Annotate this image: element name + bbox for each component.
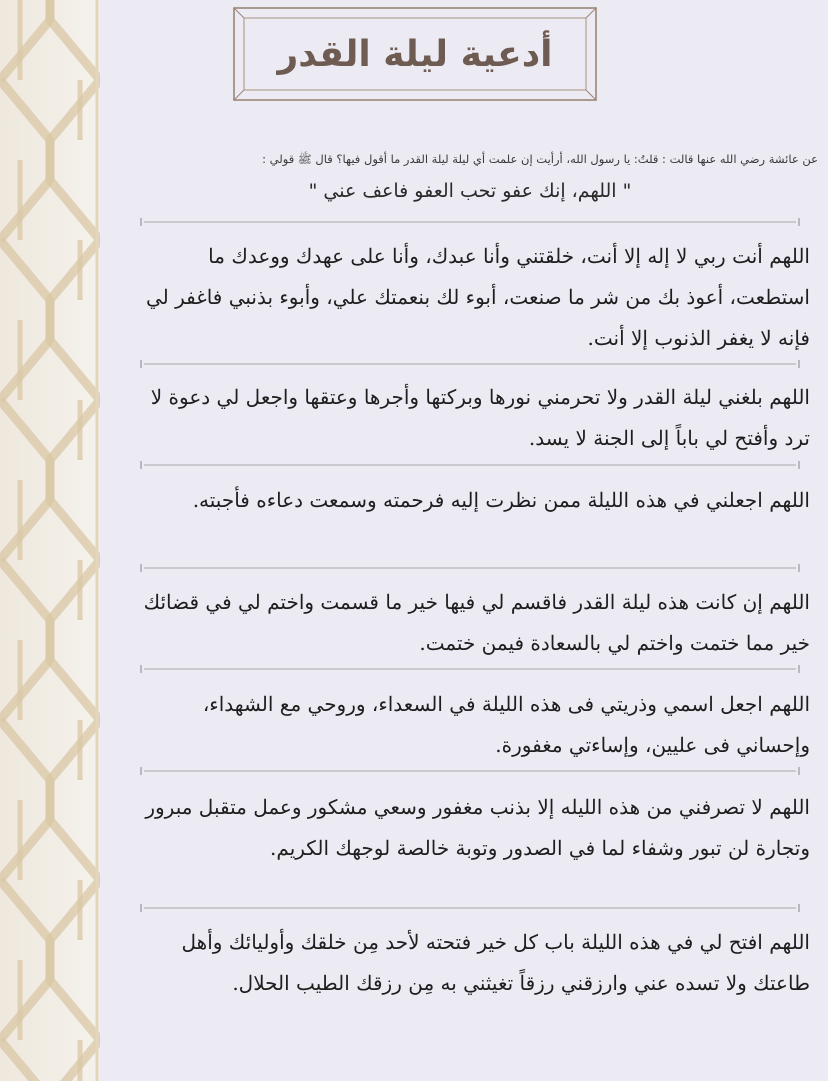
page-title: أدعية ليلة القدر: [277, 33, 553, 75]
separator: [140, 904, 800, 912]
dua-paragraph: اللهم بلغني ليلة القدر ولا تحرمني نورها وبركتها وأجرها وعتقها واجعل لي دعوة لا ترد وأفتح لي باباً إلى الجنة لا يسد.: [150, 385, 810, 450]
hadith-quote: " اللهم، إنك عفو تحب العفو فاعف عني ": [308, 180, 632, 202]
dua-paragraph: اللهم أنت ربي لا إله إلا أنت، خلقتني وأنا عبدك، وأنا على عهدك ووعدك ما استطعت، أعوذ بك من شر ما صنعت، أبوء لك بنعمتك علي، وأبوء بذنبي فاغفر لي فإنه لا يغفر الذنوب إلا أنت.: [145, 244, 810, 350]
dua-paragraph: اللهم افتح لي في هذه الليلة باب كل خير فتحته لأحد مِن خلقك وأوليائك وأهل طاعتك ولا تسده عني وارزقني رزقاً تغيثني به مِن رزقك الطيب الحلال.: [181, 930, 810, 995]
dua-paragraph: اللهم إن كانت هذه ليلة القدر فاقسم لي فيها خير ما قسمت واختم لي في قضائك خير مما ختمت واختم لي بالسعادة فيمن ختمت.: [143, 590, 810, 655]
separator: [140, 461, 800, 469]
separator: [140, 665, 800, 673]
dua-paragraph: اللهم اجعلني في هذه الليلة ممن نظرت إليه فرحمته وسمعت دعاءه فأجبته.: [192, 488, 810, 512]
dua-paragraph: اللهم لا تصرفني من هذه الليله إلا بذنب مغفور وسعي مشكور وعمل متقبل مبرور وتجارة لن تبور وشفاء لما في الصدور وتوبة خالصة لوجهك الكريم.: [145, 795, 810, 860]
separator: [140, 767, 800, 775]
decorative-lattice-border: [0, 0, 100, 1081]
intro-hadith-text: عن عائشة رضي الله عنها قالت : قلتُ: يا رسول الله، أرأيت إن علمت أي ليلة ليلة القدر ما أقول فيها؟ قال ﷺ قولي :: [262, 152, 818, 166]
separator: [140, 564, 800, 572]
separator: [140, 218, 800, 226]
separator: [140, 360, 800, 368]
dua-paragraph: اللهم اجعل اسمي وذريتي فى هذه الليلة في السعداء، وروحي مع الشهداء، وإحساني فى عليين، وإساءتي مغفورة.: [202, 692, 810, 757]
